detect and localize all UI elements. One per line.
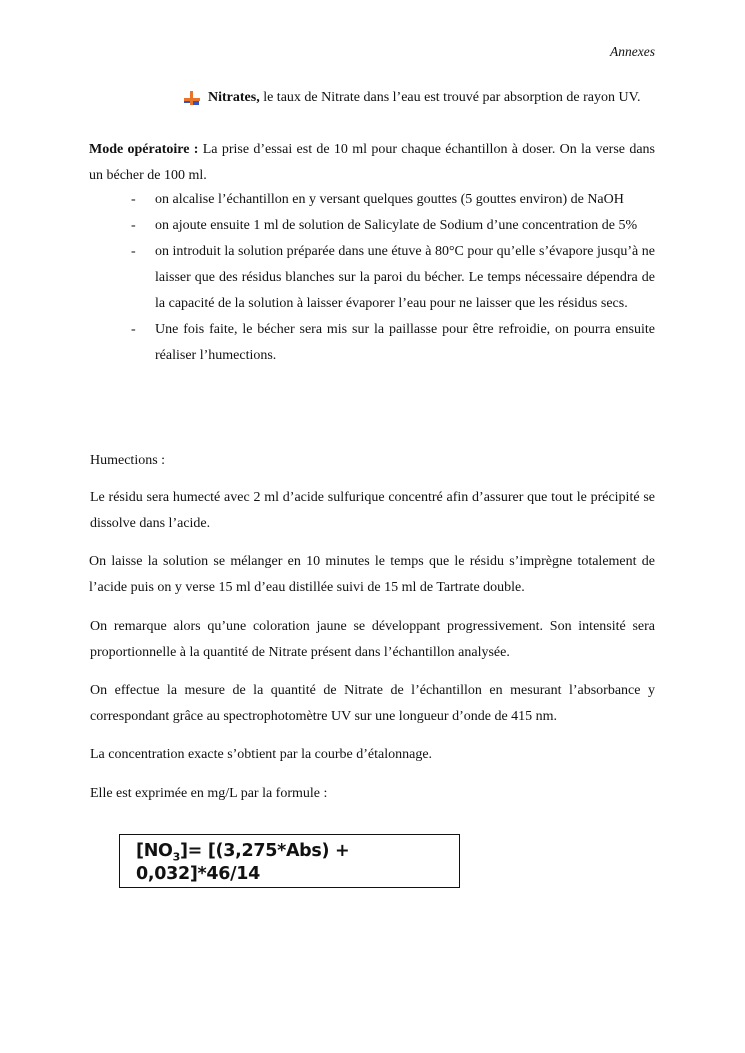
nitrates-title: Nitrates, [208,90,260,105]
steps-list [89,187,655,369]
list-item-text: on ajoute ensuite 1 ml de solution de Salicylate de Sodium d’une concentration de 5% [155,218,638,233]
nitrates-description: le taux de Nitrate dans l’eau est trouvé par absorption de rayon UV. [259,90,641,105]
list-item-text: on alcalise l’échantillon en y versant quelques gouttes (5 gouttes environ) de NaOH [155,192,624,207]
nitrates-bullet [183,85,655,111]
page-header: Annexes [610,44,655,59]
formula-prefix: [NO [136,841,173,861]
bullet-arrow-icon [183,90,201,106]
paragraph-melange: On laisse la solution se mélanger en 10 minutes le temps que le résidu s’imprègne totalement de l’acide puis on y verse 15 ml d’eau distillée suivi de 15 ml de Tartrate double. [89,554,655,595]
mode-operatoire-paragraph [89,137,655,189]
list-item [89,239,655,317]
mode-operatoire-label: Mode opératoire : [89,142,199,157]
formula-box [119,834,460,888]
list-dash: - [131,244,136,259]
paragraph-mesure: On effectue la mesure de la quantité de Nitrate de l’échantillon en mesurant l’absorbance y correspondant grâce au spectrophotomètre UV sur une longueur d’onde de 415 nm. [90,683,655,724]
list-dash: - [131,218,136,233]
list-item [89,187,655,213]
list-item [89,213,655,239]
paragraph-coloration: On remarque alors qu’une coloration jaune se développant progressivement. Son intensité sera proportionnelle à la quantité de Nitrate présent dans l’échantillon analysée. [90,619,655,660]
paragraph-formule-intro: Elle est exprimée en mg/L par la formule : [90,786,328,801]
list-dash: - [131,322,136,337]
list-item-text: on introduit la solution préparée dans une étuve à 80°C pour qu’elle s’évapore jusqu’à ne laisser que des résidus blanches sur la paroi du bécher. Le temps nécessaire dépendra de la capacité de la solution à laisser évaporer l’eau pour ne laisser que les résidus secs. [155,244,655,311]
paragraph-concentration: La concentration exacte s’obtient par la courbe d’étalonnage. [90,747,433,762]
formula-rest: ]= [(3,275*Abs) + 0,032]*46/14 [136,841,350,884]
paragraph-residu: Le résidu sera humecté avec 2 ml d’acide sulfurique concentré afin d’assurer que tout le précipité se dissolve dans l’acide. [90,490,655,531]
list-dash: - [131,192,136,207]
list-item-text: Une fois faite, le bécher sera mis sur la paillasse pour être refroidie, on pourra ensuite réaliser l’humections. [155,322,655,363]
list-item [89,317,655,369]
formula-subscript: 3 [172,850,180,864]
humections-heading: Humections : [90,453,166,468]
mode-operatoire-text: La prise d’essai est de 10 ml pour chaque échantillon à doser. On la verse dans un bécher de 100 ml. [89,142,655,183]
nitrates-text [208,85,655,111]
nitrate-formula [136,841,459,884]
